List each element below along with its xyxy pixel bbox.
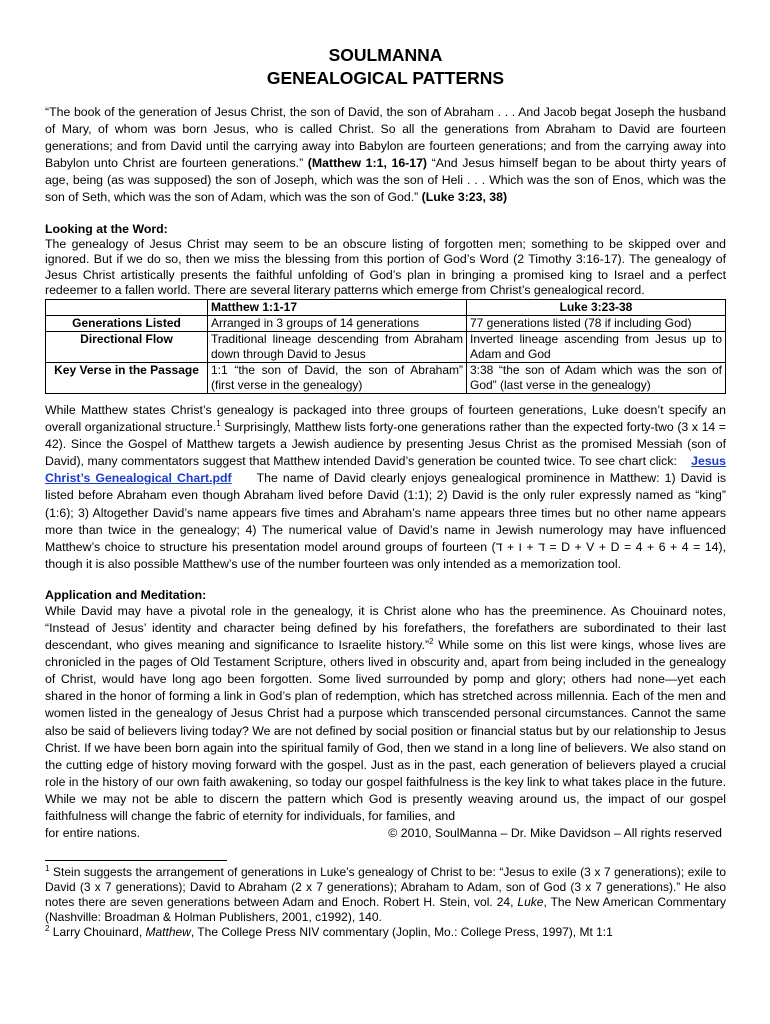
looking-paragraph: The genealogy of Jesus Christ may seem to be an obscure listing of forgotten men; something to be skipped over and ignored. But if we do so, then we miss the blessing from this portion of God’s Word (2 Timothy 3:16-17). The genealogy of Jesus Christ artistically presents the faithful unfolding of God’s plan in bringing a promised king to Israel and a perfect redeemer to a fallen world. There are several literary patterns which emerge from Christ’s genealogical record. <box>45 236 726 298</box>
looking-heading: Looking at the Word: <box>45 221 168 236</box>
footnotes <box>45 865 726 940</box>
document-title-line1: SOULMANNA <box>328 45 443 65</box>
document-title-line2: GENEALOGICAL PATTERNS <box>266 68 505 88</box>
cell-luke: Inverted lineage ascending from Jesus up to Adam and God <box>467 331 726 362</box>
reference-matthew: (Matthew 1:1, 16-17) <box>307 156 428 171</box>
cell-luke: 3:38 “the son of Adam which was the son of God” (last verse in the genealogy) <box>467 362 726 393</box>
column-header-luke: Luke 3:23-38 <box>467 299 726 315</box>
footnote-ref-1[interactable]: 1 <box>216 418 221 428</box>
footnote-divider <box>45 860 227 861</box>
cell-matthew: Traditional lineage descending from Abraham down through David to Jesus <box>208 331 467 362</box>
table-header-row <box>46 299 726 315</box>
footnote-1: $^1$ Stein suggests the arrangement of generations in Luke’s genealogy of Christ to be: “Jesus to exile (3 x 7 generations); exile to David (3 x 7 generations); David to Abraham (2 x 7 generations); Abraham to Adam, son of God (3 x 7 generations).” He also notes there are seven generations between Adam and Enoch. Robert H. Stein, vol. 24, Luke, The New American Commentary (Nashville: Broadman & Holman Publishers, 2001, c1992), 140. <box>45 864 726 925</box>
cell-matthew: Arranged in 3 groups of 14 generations <box>208 315 467 331</box>
quote-matthew: “The book of the generation of Jesus Christ, the son of David, the son of Abraham . . . And Jacob begat Joseph the husband of Mary, of whom was born Jesus, who is called Christ. So all the generations from Abraham to David are fourteen generations; and from David until the carrying away into Babylon are fourteen generations; and from the carrying away into Babylon unto Christ are fourteen generations.” <box>45 105 726 171</box>
row-label: Key Verse in the Passage <box>46 362 208 393</box>
application-paragraph: While David may have a pivotal role in the genealogy, it is Christ alone who has the preeminence. As Chouinard notes, “Instead of Jesus’ identity and character being defined by his forefathers, the forefathers are subordinated to their last descendant, who gives meaning and significance to Israelite history.”$^2$ While some on this list were kings, whose lives are chronicled in the pages of Old Testament Scripture, others lived in obscurity and, apart from being included in the genealogy of Christ, would have long ago been forgotten. Some lived surrounded by pomp and glory; others had none—yet each shared in the honor of forming a link in God’s plan of redemption, which has stretched across millennia. Each of the men and women listed in the genealogy of Jesus Christ had a purpose which transcended personal circumstances. Cannot the same also be said of believers living today? We are not defined by social position or financial status but by our relationship to Jesus Christ. If we have been born again into the spiritual family of God, then we stand in a long line of believers. We also stand on the cutting edge of history moving forward with the gospel. Just as in the past, each generation of believers played a crucial role in the history of our own faith awakening, so today our gospel faithfulness is the key link to what takes place in the future. While we may not be able to discern the pattern which God is presently weaving around us, the impact of our gospel faithfulness will change the fabric of eternity for individuals, for families, and <box>45 603 726 823</box>
row-label: Generations Listed <box>46 315 208 331</box>
analysis-paragraph: While Matthew states Christ’s genealogy is packaged into three groups of fourteen generations, Luke doesn’t specify an overall organizational structure.$^1$ Surprisingly, Matthew lists forty-one generations rather than the expected forty-two (3 x 14 = 42). Since the Gospel of Matthew targets a Jewish audience by presenting Jesus Christ as the promised Messiah (son of David), many commentators suggest that Matthew intended David’s generation be counted twice. To see chart click: Jesus Christ’s Genealogical Chart.pdf The name of David clearly enjoys genealogical prominence in Matthew: 1) David is listed before Abraham even though Abraham lived before David (1:1); 2) David is the only ruler expressly named as “king” (1:6); 3) Altogether David’s name appears five times and Abraham’s name appears three times but no other name appears more than twice in the genealogy; 4) The numerical value of David’s name in Jewish numerology may have influenced Matthew’s choice to structure his presentation model around groups of fourteen (ד + ו + ד = D + V + D = 4 + 6 + 4 = 14), though it is also possible Matthew’s use of the number fourteen was only intended as a memorization tool. <box>45 402 727 571</box>
cell-luke: 77 generations listed (78 if including God) <box>467 315 726 331</box>
reference-luke: (Luke 3:23, 38) <box>421 190 508 205</box>
copyright-notice: © 2010, SoulManna – Dr. Mike Davidson – All rights reserved <box>388 826 722 841</box>
table-row <box>46 331 726 362</box>
document-page <box>45 44 726 940</box>
cell-matthew: 1:1 “the son of David, the son of Abraham” (first verse in the genealogy) <box>208 362 467 393</box>
column-header-matthew: Matthew 1:1-17 <box>208 299 467 315</box>
footnote-2: $^2$ Larry Chouinard, Matthew, The College Press NIV commentary (Joplin, Mo.: College Press, 1997), Mt 1:1 <box>45 924 613 940</box>
table-row <box>46 315 726 331</box>
row-label: Directional Flow <box>46 331 208 362</box>
comparison-table <box>45 299 726 394</box>
footnote-ref-2[interactable]: 2 <box>429 636 434 646</box>
quote-luke: “And Jesus himself began to be about thirty years of age, being (as was supposed) the son of Joseph, which was the son of Heli . . . Which was the son of Enos, which was the son of Seth, which was the son of Adam, which was the son of God.” <box>45 156 726 205</box>
application-heading: Application and Meditation: <box>45 587 207 602</box>
genealogical-chart-link[interactable]: Jesus Christ’s Genealogical Chart.pdf <box>45 454 727 486</box>
closing-line: for entire nations. <box>45 826 141 841</box>
table-row <box>46 362 726 393</box>
opening-scripture <box>45 104 726 207</box>
